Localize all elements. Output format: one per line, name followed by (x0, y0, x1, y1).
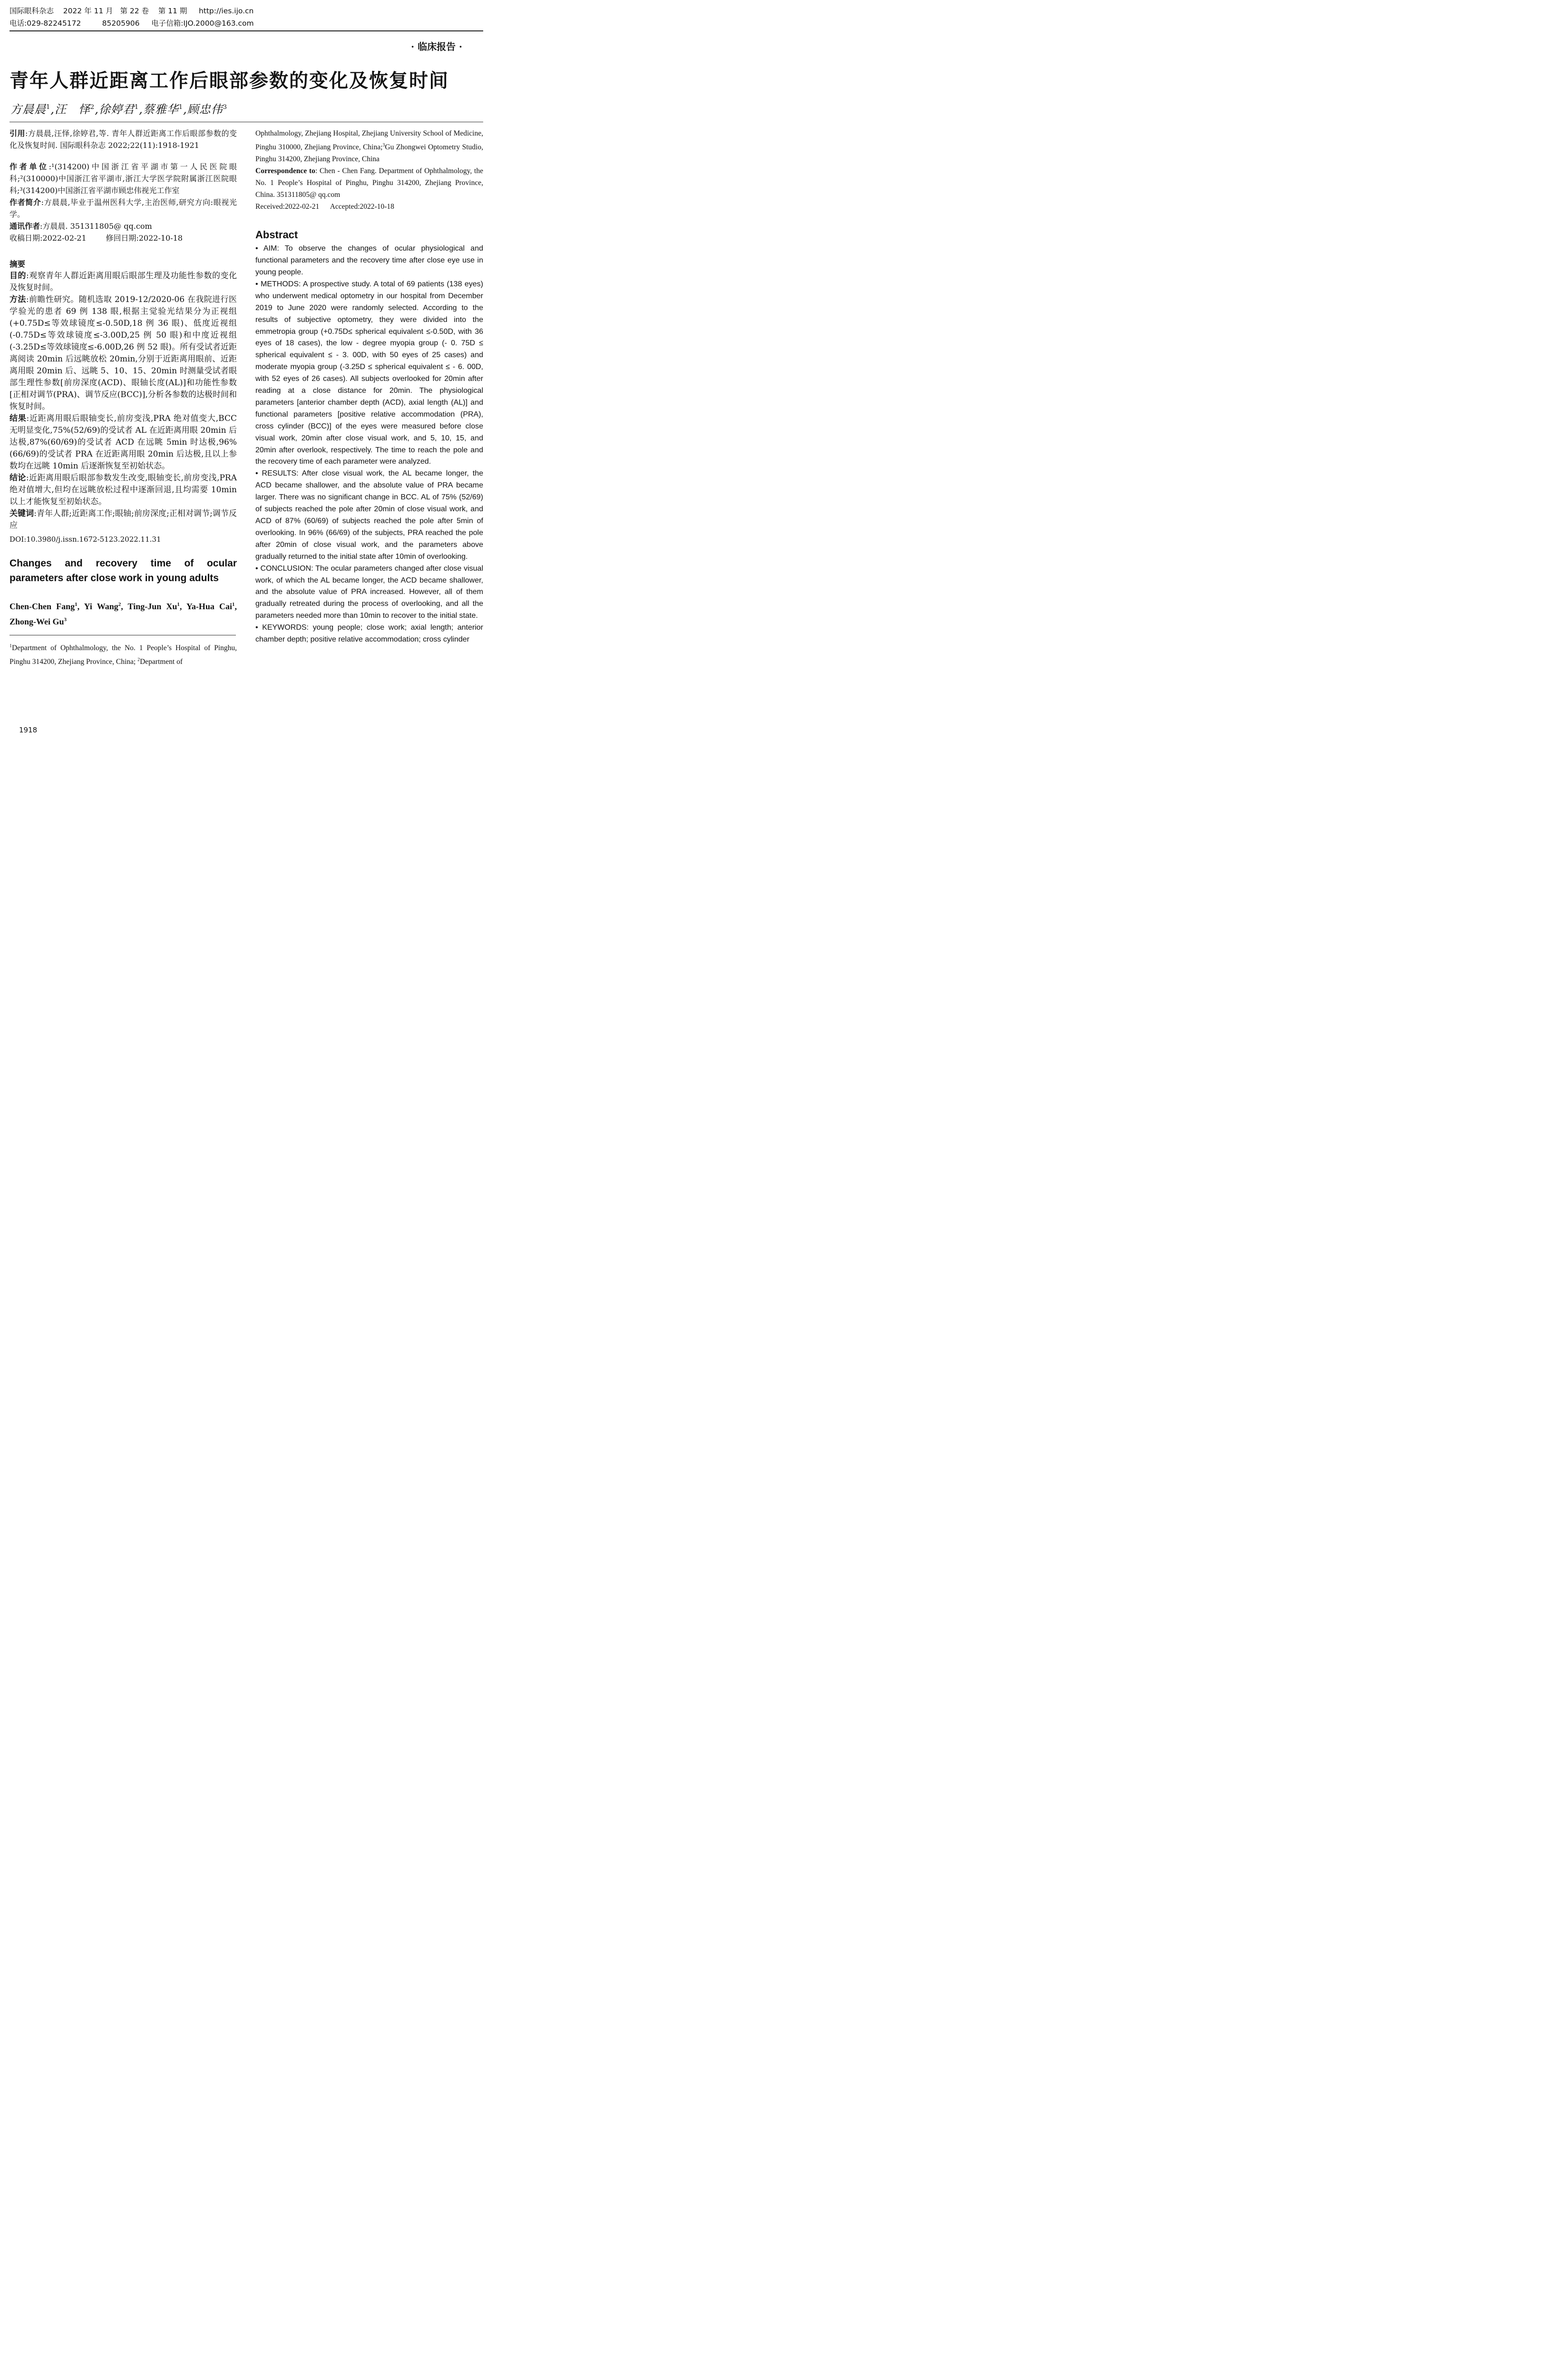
en-author-name: Ting-Jun Xu (127, 602, 177, 611)
en-author-name: Chen-Chen Fang (10, 602, 75, 611)
cn-conclusion (10, 472, 237, 508)
received-accepted: Received:2022-02-21 Accepted:2022-10-18 (255, 203, 394, 211)
author-sup: 2 (90, 104, 95, 111)
dates: 收稿日期:2022-02-21 修回日期:2022-10-18 (10, 234, 183, 243)
header-line-2: 电话:029-82245172 85205906 电子信箱:IJO.2000@163.com (10, 19, 254, 28)
author-sup: 1 (177, 602, 180, 607)
conclusion-label: 结论 (10, 473, 26, 483)
header-divider (10, 30, 483, 31)
aim-text: :观察青年人群近距离用眼后眼部生理及功能性参数的变化及恢复时间。 (10, 271, 237, 292)
aff-sup: 1 (10, 643, 12, 649)
en-aff-2: Department of (140, 658, 183, 666)
column-label: · 临床报告 · (411, 41, 462, 52)
doi[interactable]: DOI:10.3980/j.issn.1672-5123.2022.11.31 (10, 535, 161, 544)
corr-text: :方晨晨. 351311805@ qq.com (40, 222, 152, 231)
aim-label: 目的 (10, 271, 26, 281)
en-affiliation-continued (255, 127, 483, 165)
results-text: :近距离用眼后眼轴变长,前房变浅,PRA 绝对值变大,BCC 无明显变化,75%(52/69)的受试者 AL 在近距离用眼 20min 后达极,87%(60/69)的受试者 ACD 在远眺 5min 时达极,96%(66/69)的受试者 PRA 在近距离用眼 20min 后达极,且以上参数均在远眺 10min 后逐渐恢复至初始状态。 (10, 414, 237, 471)
en-aff-1: Department of Ophthalmology, the No. 1 People’s Hospital of Pinghu, Pinghu 314200, Zhejiang Province, China; (10, 644, 237, 666)
author-sup: 1 (232, 602, 235, 607)
right-column (255, 127, 483, 646)
author-sup: 3 (64, 617, 67, 623)
affiliation (10, 161, 237, 196)
en-results: • RESULTS: After close visual work, the AL became longer, the ACD became shallower, and the absolute value of PRA became larger. There was no significant change in BCC. AL of 75% (52/69) of subjects reached the pole after 20min of close visual work, and ACD of 87% (60/69) of subjects reached the pole after 5min of overlooking. In 96% (66/69) of the subjects, PRA reached the pole after 20min of close visual work, and the parameters above gradually returned to the initial state after 10min of overlooking. (255, 469, 483, 561)
citation (10, 127, 237, 151)
author-bio (10, 196, 237, 220)
en-methods: • METHODS: A prospective study. A total of 69 patients (138 eyes) who underwent medical optometry in our hospital from December 2019 to June 2020 were randomly selected. According to the results of subjective optometry, they were divided into the emmetropia group (+0.75D≤ spherical equivalent ≤-0.50D, with 36 eyes of 18 cases), the low - degree myopia group (- 0. 75D ≤ spherical equivalent ≤ - 3. 00D, with 50 eyes of 25 cases) and moderate myopia group (-3.25D ≤ spherical equivalent ≤ - 6. 00D, with 52 eyes of 26 cases). All subjects overlooked for 20min after reading at a close distance for 20min. The physiological parameters [anterior chamber depth (ACD), axial length (AL)] and functional parameters [positive relative accommodation (PRA), cross cylinder (BCC)] of the eyes were measured before close visual work, 20min after close visual work, and 5, 10, 15, and 20min after overlook, respectively. The time to reach the pole and the recovery time of each parameter were analyzed. (255, 280, 483, 466)
left-column (10, 127, 237, 668)
cn-author-name: 方晨晨 (10, 103, 46, 116)
citation-text: :方晨晨,汪怿,徐婷君,等. 青年人群近距离工作后眼部参数的变化及恢复时间. 国际眼科杂志 2022;22(11):1918-1921 (10, 129, 237, 150)
corresponding-author (10, 220, 237, 232)
en-authors: Chen-Chen Fang$^1$, Yi Wang$^2$, Ting-Jun Xu$^1$, Ya-Hua Cai$^1$, Zhong-Wei Gu$^3$ (10, 602, 237, 626)
en-keywords: • KEYWORDS: young people; close work; axial length; anterior chamber depth; positive relative accommodation; cross cylinder (255, 623, 483, 644)
bio-text: :方晨晨,毕业于温州医科大学,主治医师,研究方向:眼视光学。 (10, 198, 237, 219)
cn-author-name: 顾忠伟 (187, 103, 223, 116)
methods-label: 方法 (10, 295, 26, 304)
cn-abstract-title: 摘要 (10, 260, 25, 269)
affiliation-text: :¹(314200)中国浙江省平湖市第一人民医院眼科;²(310000)中国浙江省平湖市,浙江大学医学院附属浙江医院眼科;³(314200)中国浙江省平湖市顾忠伟视光工作室 (10, 162, 237, 195)
keywords-label: 关键词 (10, 509, 34, 518)
methods-text: :前瞻性研究。随机选取 2019-12/2020-06 在我院进行医学验光的患者 69 例 138 眼,根据主觉验光结果分为正视组(+0.75D≤等效球镜度≤-0.50D,18 例 36 眼)、低度近视组(-0.75D≤等效球镜度≤-3.00D,25 例 50 眼)和中度近视组(-3.25D≤等效球镜度≤-6.00D,26 例 52 眼)。所有受试者近距离阅读 20min 后远眺放松 20min,分别于近距离用眼前、近距离用眼 20min 后、远眺 5、10、15、20min 时测量受试者眼部生理性参数[前房深度(ACD)、眼轴长度(AL)]和功能性参数[正相对调节(PRA)、调节反应(BCC)],分析各参数的达极时间和恢复时间。 (10, 295, 237, 411)
en-author-name: Yi Wang (84, 602, 118, 611)
header-line-1: 国际眼科杂志 2022 年 11 月 第 22 卷 第 11 期 http://ies.ijo.cn (10, 7, 254, 15)
abstract-heading: Abstract (255, 229, 298, 241)
cn-author-name: 汪 怿 (54, 103, 90, 116)
cn-results (10, 413, 237, 472)
aff-cont-2: Gu Zhongwei Optometry Studio, Pinghu 314200, Zhejiang Province, China (255, 143, 483, 164)
en-author-name: Ya-Hua Cai (186, 602, 232, 611)
conclusion-text: :近距离用眼后眼部参数发生改变,眼轴变长,前房变浅,PRA 绝对值增大,但均在远眺放松过程中逐渐回退,且均需要 10min 以上才能恢复至初始状态。 (10, 473, 237, 507)
page-number: 1918 (19, 726, 38, 734)
bio-label: 作者简介 (10, 198, 41, 207)
journal-header (10, 5, 483, 29)
aff-cont-1: Ophthalmology, Zhejiang Hospital, Zhejiang University School of Medicine, Pinghu 310000, Zhejiang Province, China; (255, 129, 483, 152)
aff-sup: 2 (137, 657, 140, 663)
aff-sup: 3 (382, 143, 385, 148)
author-sup: 2 (118, 602, 121, 607)
author-sup: 1 (46, 104, 51, 111)
affiliation-label: 作者单位 (10, 162, 49, 171)
cn-author-name: 徐婷君 (98, 103, 135, 116)
en-author-name: Zhong-Wei Gu (10, 617, 64, 626)
corr-label: 通讯作者 (10, 222, 40, 231)
author-sup: 1 (75, 602, 78, 607)
en-affiliation (10, 640, 237, 668)
cn-methods (10, 294, 237, 413)
en-correspondence (255, 165, 483, 201)
cn-authors: 方晨晨$^1$,汪 怿$^2$,徐婷君$^1$,蔡雅华$^1$,顾忠伟$^3$ (10, 103, 227, 116)
cn-title: 青年人群近距离工作后眼部参数的变化及恢复时间 (10, 70, 449, 92)
cn-author-name: 蔡雅华 (143, 103, 179, 116)
citation-label: 引用 (10, 129, 25, 138)
en-title: Changes and recovery time of ocular parameters after close work in young adults (10, 558, 237, 584)
correspondence-text: : Chen - Chen Fang. Department of Ophthalmology, the No. 1 People’s Hospital of Pinghu, Pinghu 314200, Zhejiang Province, China. 351311805@ qq.com (255, 167, 483, 199)
keywords-text: :青年人群;近距离工作;眼轴;前房深度;正相对调节;调节反应 (10, 509, 237, 530)
correspondence-label: Correspondence to (255, 167, 315, 175)
en-aim: • AIM: To observe the changes of ocular physiological and functional parameters and the recovery time after close eye use in young people. (255, 244, 483, 276)
cn-aim (10, 270, 237, 294)
author-sup: 3 (223, 104, 227, 111)
cn-keywords (10, 508, 237, 532)
en-conclusion: • CONCLUSION: The ocular parameters changed after close visual work, of which the AL became longer, the ACD became shallower, and the absolute value of PRA increased. However, all of them gradually retreated during the process of overlooking, and all the parameters needed more than 10min to recover to the initial state. (255, 564, 483, 620)
author-sup: 1 (134, 104, 139, 111)
author-sup: 1 (178, 104, 184, 111)
results-label: 结果 (10, 414, 27, 423)
